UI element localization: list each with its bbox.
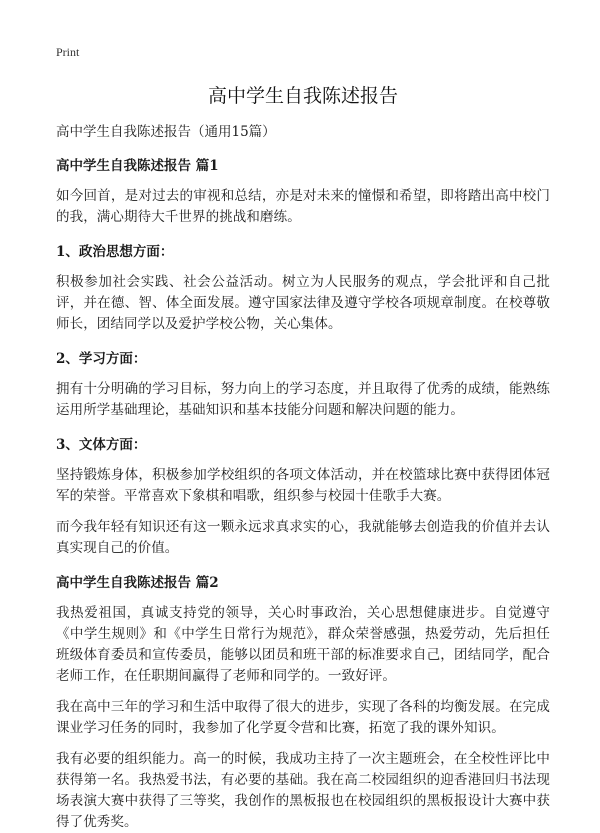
item-text-study: 拥有十分明确的学习目标，努力向上的学习态度，并且取得了优秀的成绩，能熟练运用所学基础理论，基础知识和基本技能分问题和解决问题的能力。 <box>56 381 550 418</box>
item-text-politics: 积极参加社会实践、社会公益活动。树立为人民服务的观点，学会批评和自己批评，并在德、智、体全面发展。遵守国家法律及遵守学校各项规章制度。在校尊敬师长，团结同学以及爱护学校公物，关心集体。 <box>56 274 550 332</box>
section-1 <box>56 156 550 559</box>
page-title: 高中学生自我陈述报告 <box>207 85 398 107</box>
paragraph: 我有必要的组织能力。高一的时候，我成功主持了一次主题班会，在全校性评比中获得第一名。我热爱书法，有必要的基础。我在高二校园组织的迎香港回归书法现场表演大赛中获得了三等奖，我创作的黑板报也在校园组织的黑板报设计大赛中获得了优秀奖。 <box>56 751 550 830</box>
section-2 <box>56 573 550 833</box>
print-link[interactable]: Print <box>56 45 80 59</box>
item-heading-study: 2、学习方面： <box>56 351 147 367</box>
document-subtitle: 高中学生自我陈述报告（通用15篇） <box>56 124 276 140</box>
item-heading-sports: 3、文体方面： <box>56 437 147 453</box>
paragraph: 我在高中三年的学习和生活中取得了很大的进步，实现了各科的均衡发展。在完成课业学习任务的同时，我参加了化学夏令营和比赛，拓宽了我的课外知识。 <box>56 699 550 736</box>
section-heading: 高中学生自我陈述报告 篇2 <box>56 575 219 591</box>
section-intro: 如今回首，是对过去的审视和总结，亦是对未来的憧憬和希望，即将踏出高中校门的我，满心期待大千世界的挑战和磨练。 <box>56 188 550 225</box>
item-text-sports: 坚持锻炼身体，积极参加学校组织的各项文体活动，并在校篮球比赛中获得团体冠军的荣誉。平常喜欢下象棋和唱歌，组织参与校园十佳歌手大赛。 <box>56 467 550 504</box>
section-closing: 而今我年轻有知识还有这一颗永远求真求实的心，我就能够去创造我的价值并去认真实现自己的价值。 <box>56 519 550 556</box>
section-heading: 高中学生自我陈述报告 篇1 <box>56 158 219 174</box>
item-heading-politics: 1、政治思想方面： <box>56 244 174 260</box>
paragraph: 我热爱祖国，真诚支持党的领导，关心时事政治，关心思想健康进步。自觉遵守《中学生规则》和《中学生日常行为规范》，群众荣誉感强，热爱劳动，先后担任班级体育委员和宣传委员，能够以团员和班干部的标准要求自己，团结同学，配合老师工作，在任职期间赢得了老师和同学的。一致好评。 <box>56 605 550 684</box>
